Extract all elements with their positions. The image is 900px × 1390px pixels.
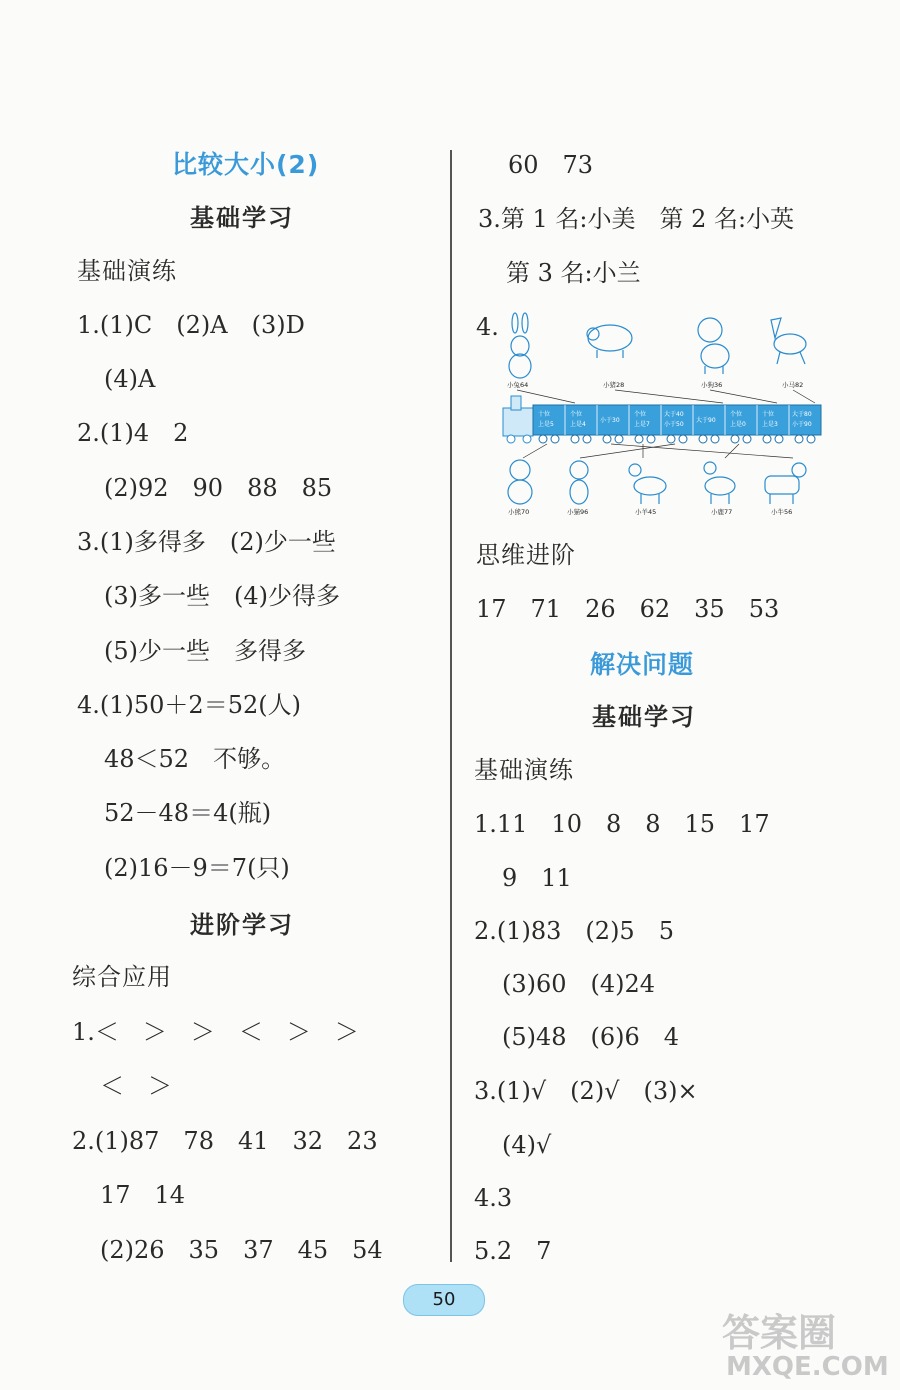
applied-heading: 综合应用 [72,963,172,991]
car-label: 个位 [570,411,583,418]
column-divider [450,150,452,1262]
rabbit-icon [509,313,531,378]
watermark-bottom: MXQE.COM [726,1352,889,1382]
top-animal-label: 小狗36 [701,381,723,389]
answer-line: 2.(1)4 2 [77,419,189,447]
bear-icon [508,460,532,504]
basic-heading: 基础学习 [592,703,696,731]
car-label: 上是5 [538,421,554,428]
car-label: 上是4 [570,421,586,428]
thinking-heading: 思维进阶 [476,541,576,569]
section-title: 比较大小(2) [172,150,320,179]
car-label: 十位 [538,411,551,418]
train-cars [533,405,821,443]
answer-line: 第 3 名:小兰 [506,259,641,287]
top-connect-lines [517,390,815,403]
bottom-animal-label: 小牛56 [771,508,793,516]
car-label: 上是0 [730,421,746,428]
answer-line: 1.＜ ＞ ＞ ＜ ＞ ＞ [72,1018,359,1046]
answer-line: (2)92 90 88 85 [104,474,333,502]
car-label: 个位 [730,411,743,418]
car-label: 大于40 [664,411,684,418]
car-label: 个位 [634,411,647,418]
answer-line: 17 14 [100,1181,186,1209]
practice-heading: 基础演练 [77,257,177,285]
car-label: 十位 [762,411,775,418]
basic-heading: 基础学习 [190,204,294,232]
car-label: 上是3 [762,421,778,428]
answer-line: 5.2 7 [474,1237,552,1265]
bottom-animal-label: 小羊45 [635,508,657,516]
answer-line: 52－48＝4(瓶) [104,799,272,827]
answer-line: 60 73 [508,151,594,179]
top-animal-label: 小马82 [782,381,804,389]
answer-line: 17 71 26 62 35 53 [476,595,780,623]
top-animal-label: 小猪28 [603,381,625,389]
answer-line: 3.(1)√ (2)√ (3)× [474,1077,698,1105]
section-title: 解决问题 [590,650,695,679]
bottom-connect-lines [523,444,793,458]
cat-icon [570,461,588,504]
page-number: 50 [403,1284,485,1316]
bottom-animal-label: 小鹿77 [711,508,733,516]
pig-icon [587,325,632,358]
answer-line: 2.(1)87 78 41 32 23 [72,1127,378,1155]
car-label: 大于80 [792,411,812,418]
answer-line: (5)48 (6)6 4 [502,1023,680,1051]
answer-line: 48＜52 不够。 [104,745,286,773]
answer-line: 4.(1)50＋2＝52(人) [77,691,301,719]
watermark-logo [712,1300,892,1384]
answer-line: 1.11 10 8 8 15 17 [474,810,770,838]
answer-line: (2)16－9＝7(只) [104,854,290,882]
answer-line: (3)60 (4)24 [502,970,656,998]
train-engine-icon [503,396,533,443]
answer-line: (4)√ [502,1131,552,1159]
top-animal-label: 小兔64 [507,381,529,389]
bottom-animal-label: 小熊70 [508,508,530,516]
answer-line: (5)少一些 多得多 [104,637,306,665]
answer-line: 4. [476,313,499,341]
goat-icon [629,464,666,504]
watermark-top: 答案圈 [722,1311,837,1355]
answer-line: 2.(1)83 (2)5 5 [474,917,674,945]
car-label: 小于50 [664,421,684,428]
answer-line: ＜ ＞ [100,1072,172,1100]
answer-line: 3.第 1 名:小美 第 2 名:小英 [478,205,795,233]
answer-line: 4.3 [474,1184,513,1212]
advanced-heading: 进阶学习 [190,911,294,939]
horse-icon [771,318,806,364]
answer-line: 9 11 [502,864,572,892]
answer-line: (2)26 35 37 45 54 [100,1236,383,1264]
car-label: 大于90 [696,417,716,424]
car-label: 小于90 [792,421,812,428]
bottom-animal-label: 小猫96 [567,508,589,516]
answer-line: (3)多一些 (4)少得多 [104,582,340,610]
top-animal-icons [509,313,806,378]
practice-heading: 基础演练 [474,756,574,784]
dog-icon [698,318,729,374]
answer-line: 1.(1)C (2)A (3)D [77,311,305,339]
car-label: 上是7 [634,421,650,428]
answer-line: 3.(1)多得多 (2)少一些 [77,528,336,556]
cow-icon [765,463,806,504]
train-diagram [475,308,835,523]
answer-line: (4)A [104,365,156,393]
bottom-animal-icons [508,460,806,504]
deer-icon [704,462,735,504]
car-label: 小于30 [600,417,620,424]
